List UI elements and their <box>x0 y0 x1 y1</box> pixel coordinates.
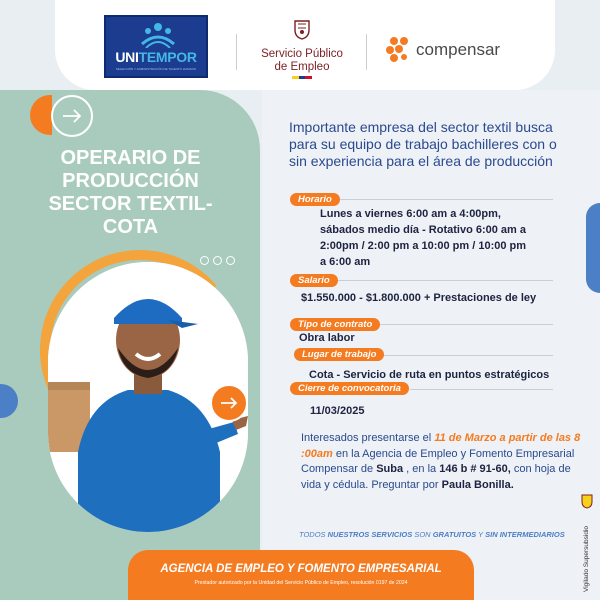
lugar-label: Lugar de trabajo <box>294 348 384 361</box>
salario-value: $1.550.000 - $1.800.000 + Prestaciones de ley <box>301 292 537 304</box>
spe-name: Servicio Público de Empleo <box>261 48 343 73</box>
spe-logo <box>254 18 350 80</box>
lugar-value: Cota - Servicio de ruta en puntos estratégicos <box>309 369 550 381</box>
closing-date: 11 de Marzo a partir de las 8 :00am <box>301 432 581 460</box>
free-services-note <box>299 530 569 539</box>
closing-part: Interesados presentarse el <box>301 432 435 444</box>
vigilado-label: Vigilado Supersubsidio <box>583 525 590 592</box>
job-title: OPERARIO DE PRODUCCIÓN SECTOR TEXTIL- COTA <box>48 147 213 238</box>
contrato-label: Tipo de contrato <box>290 318 380 331</box>
free-services-word: GRATUITOS <box>432 530 477 539</box>
footer-banner <box>128 550 474 600</box>
free-services-word: SIN INTERMEDIARIOS <box>485 530 565 539</box>
closing-contact: Paula Bonilla. <box>441 478 514 491</box>
free-services-word: SON <box>414 530 431 539</box>
unitempor-tagline: SELECCIÓN Y ADMINISTRACIÓN DE TALENTO HUMANO <box>115 67 197 71</box>
unitempor-wordmark: UNITEMPOR <box>115 49 197 65</box>
horario-value: Lunes a viernes 6:00 am a 4:00pm, sábados medio día - Rotativo 6:00 am a 2:00pm / 2:00 pm a 10:00 pm / 10:00 pm a 6:00 am <box>320 208 527 268</box>
closing-address: 146 b # 91-60, <box>439 463 511 475</box>
header-divider <box>366 34 367 70</box>
section-divider <box>380 355 553 356</box>
unitempor-logo <box>104 15 208 78</box>
header-divider <box>236 34 237 70</box>
arrow-right-icon <box>220 397 238 409</box>
arrow-forward-button[interactable] <box>210 384 248 422</box>
salario-label: Salario <box>290 274 338 287</box>
section-divider <box>380 324 553 325</box>
free-services-word: Y <box>478 530 484 539</box>
free-services-word: NUESTROS SERVICIOS <box>327 530 413 539</box>
closing-location: Suba <box>376 463 404 475</box>
free-services-word: TODOS <box>299 530 326 539</box>
people-icon <box>140 22 176 48</box>
closing-part: en la Agencia de Empleo y Fomento Empresarial Compensar de <box>301 447 575 475</box>
contrato-value: Obra labor <box>299 332 355 344</box>
footer-title: AGENCIA DE EMPLEO Y FOMENTO EMPRESARIAL <box>160 563 442 575</box>
cierre-label: Cierre de convocatoria <box>290 382 409 395</box>
decorative-blue-semicircle <box>586 203 600 293</box>
colombia-crest-icon <box>292 18 312 40</box>
cierre-value: 11/03/2025 <box>310 405 365 417</box>
section-divider <box>410 389 553 390</box>
dot-icon <box>200 256 209 265</box>
dot-icon <box>213 256 222 265</box>
footer-subtitle: Prestador autorizado por la Unidad del Servicio Público de Empleo, resolución 0197 de 2024 <box>194 580 408 586</box>
arrow-right-icon <box>62 109 82 123</box>
closing-part: , en la <box>403 463 440 475</box>
arrow-next-button[interactable] <box>51 95 93 137</box>
colombia-flag-stripe <box>292 76 312 79</box>
dot-icon <box>226 256 235 265</box>
compensar-logo <box>386 36 501 62</box>
section-divider <box>338 280 553 281</box>
section-divider <box>340 199 553 200</box>
closing-instructions <box>301 431 581 493</box>
compensar-wordmark: compensar <box>416 40 501 59</box>
job-intro: Importante empresa del sector textil busca para su equipo de trabajo bachilleres con o sin experiencia para el área de producción <box>289 119 557 169</box>
supersubsidio-crest-icon <box>580 493 594 509</box>
horario-label: Horario <box>290 193 340 206</box>
closing-part: con hoja de vida y cédula. Preguntar por <box>301 463 571 491</box>
carousel-dots <box>200 256 235 265</box>
compensar-dots-icon <box>386 36 412 62</box>
